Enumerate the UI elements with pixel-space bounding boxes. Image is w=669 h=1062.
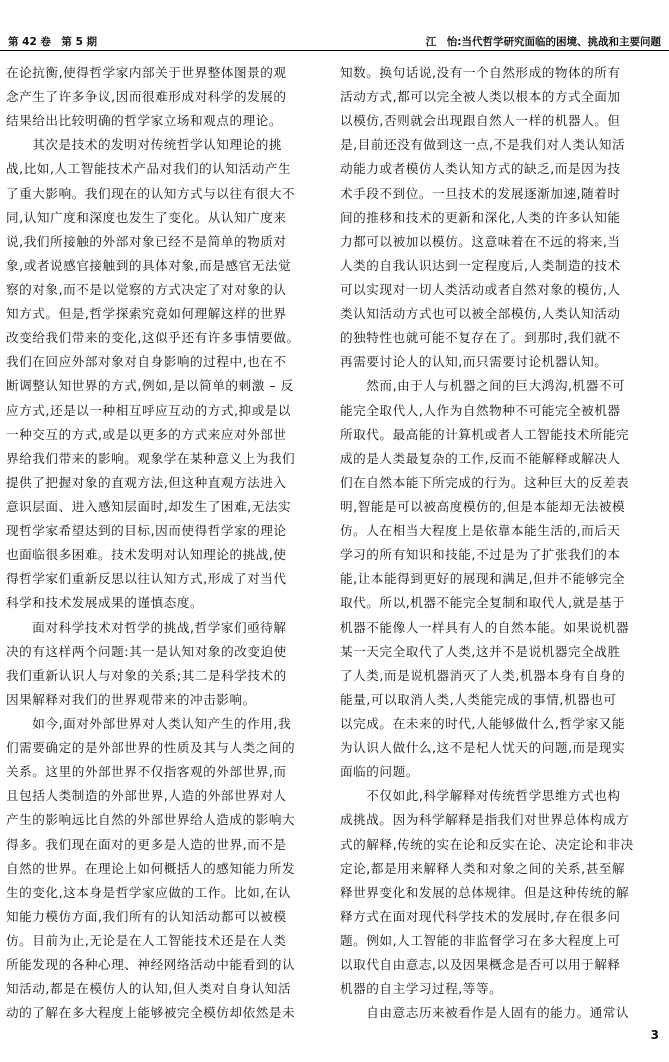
text-line: 如今,面对外部世界对人类认知产生的作用,我 — [6, 715, 292, 731]
text-line: 间的推移和技术的更新和深化,人类的许多认知能 — [340, 209, 621, 225]
header-rule — [0, 50, 669, 51]
text-line: 自由意志历来被看作是人固有的能力。通常认 — [340, 1005, 630, 1021]
text-line: 仿。人在相当大程度上是依靠本能生活的,而后天 — [340, 523, 621, 539]
text-line: 意识层面、进入感知层面时,却发生了困难,无法实 — [6, 498, 292, 514]
text-line: 是,目前还没有做到这一点,不是我们对人类认知活 — [340, 137, 626, 153]
text-line: 释方式在面对现代科学技术的发展时,存在很多问 — [340, 908, 621, 924]
text-line: 自然的世界。在理论上如何概括人的感知能力所发 — [6, 860, 296, 876]
text-line: 不仅如此,科学解释对传统哲学思维方式也构 — [340, 788, 621, 804]
text-line: 式的解释,传统的实在论和反实在论、决定论和非决 — [340, 836, 634, 852]
text-line: 学习的所有知识和技能,不过是为了扩张我们的本 — [340, 547, 621, 563]
text-line: 同,认知广度和深度也发生了变化。从认知广度来 — [6, 209, 287, 225]
text-line: 力都可以被加以模仿。这意味着在不远的将来,当 — [340, 233, 621, 249]
text-line: 机器不能像人一样具有人的自然本能。如果说机器 — [340, 619, 630, 635]
text-line: 科学和技术发展成果的谨慎态度。 — [6, 595, 204, 611]
text-line: 知能力模仿方面,我们所有的认知活动都可以被模 — [6, 908, 287, 924]
text-line: 结果给出比较明确的哲学家立场和观点的理论。 — [6, 113, 283, 129]
text-line: 可以实现对一切人类活动或者自然对象的模仿,人 — [340, 281, 621, 297]
text-line: 改变给我们带来的变化,这似乎还有许多事情要做。 — [6, 330, 300, 346]
text-line: 面对科学技术对哲学的挑战,哲学家们亟待解 — [6, 619, 287, 635]
text-line: 象,或者说感官接触到的具体对象,而是感官无法觉 — [6, 257, 292, 273]
text-line: 机器的自主学习过程,等等。 — [340, 981, 503, 997]
article-running-title: 江 怡:当代哲学研究面临的困境、挑战和主要问题 — [425, 36, 661, 48]
text-line: 其次是技术的发明对传统哲学认知理论的挑 — [6, 137, 283, 153]
right-column — [340, 61, 662, 1025]
text-line: 能,让本能得到更好的展现和满足,但并不能够完全 — [340, 571, 626, 587]
text-line: 生的变化,这本身是哲学家应做的工作。比如,在认 — [6, 884, 292, 900]
text-line: 提供了把握对象的直观方法,但这种直观方法进入 — [6, 474, 287, 490]
text-line: 取代。所以,机器不能完全复制和取代人,就是基于 — [340, 595, 626, 611]
text-line: 能完全取代人,人作为自然物种不可能完全被机器 — [340, 402, 621, 418]
text-line: 得哲学家们重新反思以往认知方式,形成了对当代 — [6, 571, 287, 587]
text-line: 面临的问题。 — [340, 764, 419, 780]
text-line: 为认识人做什么,这不是杞人忧天的问题,而是现实 — [340, 740, 626, 756]
text-line: 能量,可以取消人类,人类能完成的事情,机器也可 — [340, 691, 617, 707]
text-line: 以取代自由意志,以及因果概念是否可以用于解释 — [340, 957, 621, 973]
text-line: 察的对象,而不是以觉察的方式决定了对对象的认 — [6, 281, 287, 297]
text-line: 活动方式,都可以完全被人类以根本的方式全面加 — [340, 89, 621, 105]
text-line: 们在自然本能下所完成的行为。这种巨大的反差表 — [340, 474, 630, 490]
text-line: 再需要讨论人的认知,而只需要讨论机器认知。 — [340, 354, 608, 370]
text-line: 某一天完全取代了人类,这并不是说机器完全战胜 — [340, 643, 621, 659]
text-line: 人类的自我认识达到一定程度后,人类制造的技术 — [340, 257, 621, 273]
text-line: 现哲学家希望达到的目标,因而使得哲学家的理论 — [6, 523, 287, 539]
text-line: 成挑战。因为科学解释是指我们对世界总体构成方 — [340, 812, 630, 828]
text-line: 决的有这样两个问题:其一是认知对象的改变迫使 — [6, 643, 287, 659]
text-line: 得多。我们现在面对的更多是人造的世界,而不是 — [6, 836, 287, 852]
text-line: 应方式,还是以一种相互呼应互动的方式,抑或是以 — [6, 402, 292, 418]
text-line: 关系。这里的外部世界不仅指客观的外部世界,而 — [6, 764, 287, 780]
text-line: 了人类,而是说机器消灭了人类,机器本身有自身的 — [340, 667, 626, 683]
text-line: 知活动,都是在模仿人的认知,但人类对自身认知活 — [6, 981, 292, 997]
text-line: 断调整认知世界的方式,例如,是以简单的刺激 – 反 — [6, 378, 294, 394]
text-line: 一种交互的方式,或是以更多的方式来应对外部世 — [6, 426, 287, 442]
text-line: 释世界变化和发展的总体规律。但是这种传统的解 — [340, 884, 630, 900]
text-line: 所能发现的各种心理、神经网络活动中能看到的认 — [6, 957, 296, 973]
text-line: 界给我们带来的影响。观象学在某种意义上为我们 — [6, 450, 296, 466]
text-line: 成的是人类最复杂的工作,反而不能解释或解决人 — [340, 450, 621, 466]
text-line: 知方式。但是,哲学探索究竟如何理解这样的世界 — [6, 306, 287, 322]
text-line: 我们在回应外部对象对自身影响的过程中,也在不 — [6, 354, 287, 370]
running-header — [8, 34, 661, 48]
text-line: 也面临很多困难。技术发明对认知理论的挑战,使 — [6, 547, 287, 563]
text-line: 题。例如,人工智能的非监督学习在多大程度上可 — [340, 932, 621, 948]
text-line: 念产生了许多争议,因而很难形成对科学的发展的 — [6, 89, 287, 105]
text-line: 所取代。最高能的计算机或者人工智能技术所能完 — [340, 426, 630, 442]
text-line: 产生的影响远比自然的外部世界给人造成的影响大 — [6, 812, 296, 828]
text-line: 明,智能是可以被高度模仿的,但是本能却无法被模 — [340, 498, 626, 514]
page-number: 3 — [650, 1028, 659, 1042]
text-line: 战,比如,人工智能技术产品对我们的认知活动产生 — [6, 161, 292, 177]
text-line: 且包括人类制造的外部世界,人造的外部世界对人 — [6, 788, 287, 804]
text-line: 说,我们所接触的外部对象已经不是简单的物质对 — [6, 233, 287, 249]
text-line: 我们重新认识人与对象的关系;其二是科学技术的 — [6, 667, 287, 683]
text-line: 的独特性也就可能不复存在了。到那时,我们就不 — [340, 330, 621, 346]
text-line: 因果解释对我们的世界观带来的冲击影响。 — [6, 691, 256, 707]
text-line: 动能力或者模仿人类认知方式的缺乏,而是因为技 — [340, 161, 621, 177]
text-line: 知数。换句话说,没有一个自然形成的物体的所有 — [340, 65, 621, 80]
text-line: 术手段不到位。一旦技术的发展逐渐加速,随着时 — [340, 185, 621, 201]
text-line: 以模仿,否则就会出现跟自然人一样的机器人。但 — [340, 113, 621, 129]
text-line: 仿。目前为止,无论是在人工智能技术还是在人类 — [6, 932, 287, 948]
text-line: 以完成。在未来的时代,人能够做什么,哲学家又能 — [340, 715, 626, 731]
journal-volume-issue: 第 42 卷 第 5 期 — [8, 36, 98, 48]
text-line: 了重大影响。我们现在的认知方式与以往有很大不 — [6, 185, 296, 201]
text-line: 类认知活动方式也可以被全部模仿,人类认知活动 — [340, 306, 621, 322]
text-line: 然而,由于人与机器之间的巨大鸿沟,机器不可 — [340, 378, 626, 394]
text-line: 们需要确定的是外部世界的性质及其与人类之间的 — [6, 740, 296, 756]
left-column — [6, 61, 320, 1025]
text-line: 动的了解在多大程度上能够被完全模仿却依然是未 — [6, 1005, 296, 1021]
text-line: 定论,都是用来解释人类和对象之间的关系,甚至解 — [340, 860, 626, 876]
text-line: 在论抗衡,使得哲学家内部关于世界整体图景的观 — [6, 65, 287, 80]
